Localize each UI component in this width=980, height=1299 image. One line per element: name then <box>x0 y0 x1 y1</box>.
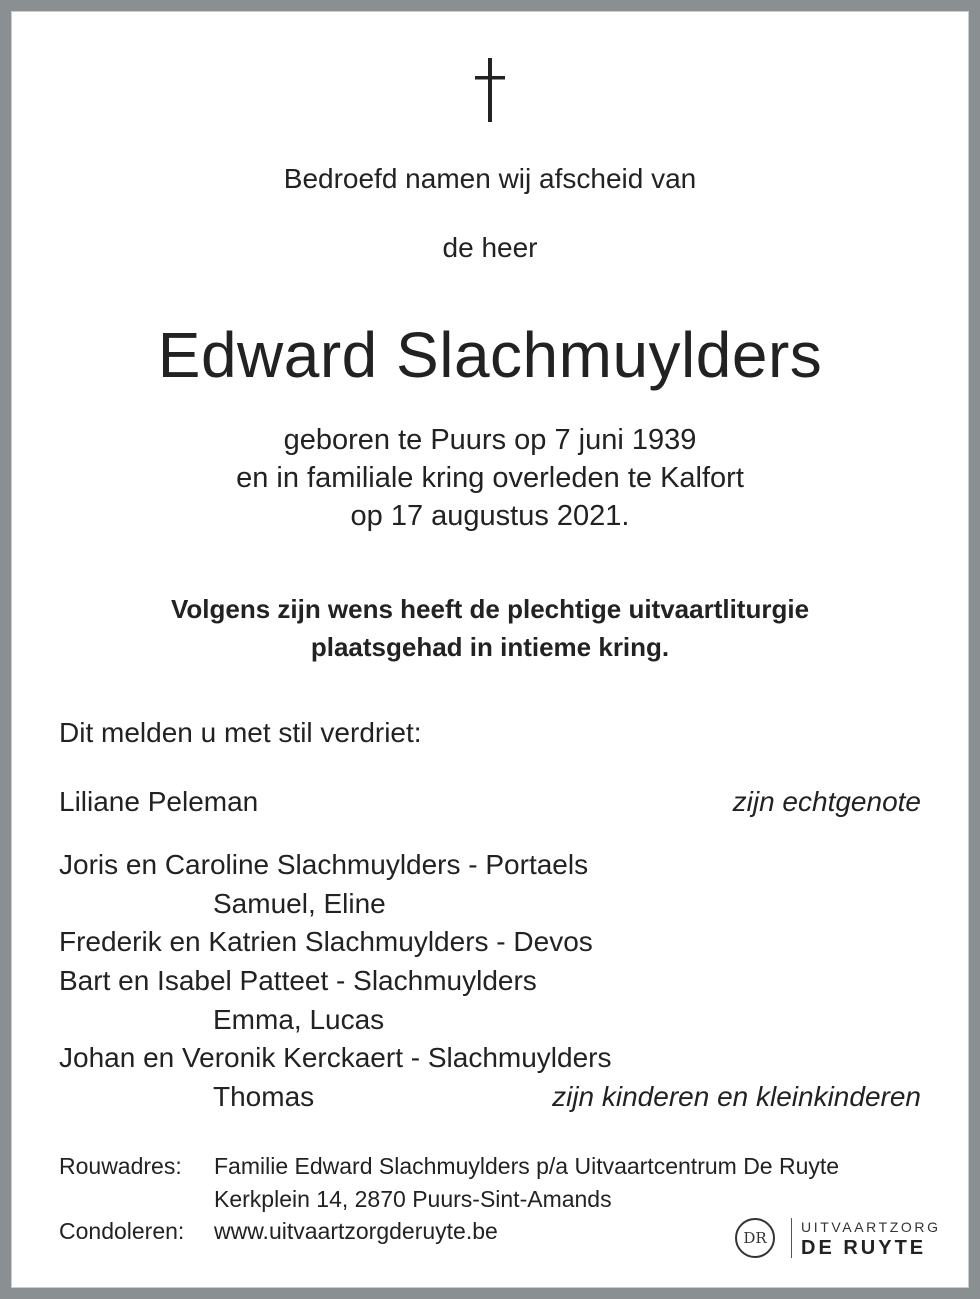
funeral-home-logo <box>735 1216 941 1262</box>
family-member: Bart en Isabel Patteet - Slachmuylders <box>59 965 537 996</box>
grandchildren: Thomas <box>213 1081 315 1112</box>
intro-text: Bedroefd namen wij afscheid van <box>283 163 697 194</box>
address-line: Kerkplein 14, 2870 Puurs-Sint-Amands <box>214 1186 612 1212</box>
children-relation: zijn kinderen en kleinkinderen <box>552 1081 921 1112</box>
family-member: Johan en Veronik Kerckaert - Slachmuylders <box>59 1042 612 1073</box>
logo-monogram: DR <box>743 1229 767 1247</box>
address-line: Familie Edward Slachmuylders p/a Uitvaartcentrum De Ruyte <box>214 1153 840 1179</box>
ceremony-line: plaatsgehad in intieme kring. <box>310 632 670 662</box>
ceremony-line: Volgens zijn wens heeft de plechtige uitvaartliturgie <box>170 594 810 624</box>
ceremony-info <box>0 590 980 666</box>
spouse-name: Liliane Peleman <box>59 786 259 817</box>
condolence-label: Condoleren: <box>59 1218 185 1244</box>
condolence-link[interactable]: www.uitvaartzorgderuyte.be <box>214 1218 498 1244</box>
address-label: Rouwadres: <box>59 1153 182 1179</box>
grandchildren: Samuel, Eline <box>213 888 386 919</box>
title-text: de heer <box>442 232 538 263</box>
logo-main-text: DE RUYTE <box>801 1237 927 1259</box>
family-heading: Dit melden u met stil verdriet: <box>59 717 422 748</box>
cross-icon <box>0 56 980 126</box>
deceased-name: Edward Slachmuylders <box>157 319 823 391</box>
grandchildren: Emma, Lucas <box>213 1004 385 1035</box>
family-member: Joris en Caroline Slachmuylders - Portaels <box>59 849 589 880</box>
birth-death-info <box>0 421 980 535</box>
logo-top-text: UITVAARTZORG <box>801 1219 941 1235</box>
spouse-relation: zijn echtgenote <box>732 786 921 817</box>
family-member: Frederik en Katrien Slachmuylders - Devos <box>59 926 593 957</box>
born-line: op 17 augustus 2021. <box>350 500 630 532</box>
born-line: en in familiale kring overleden te Kalfort <box>236 462 744 494</box>
born-line: geboren te Puurs op 7 juni 1939 <box>283 424 697 456</box>
logo-divider <box>791 1218 792 1258</box>
